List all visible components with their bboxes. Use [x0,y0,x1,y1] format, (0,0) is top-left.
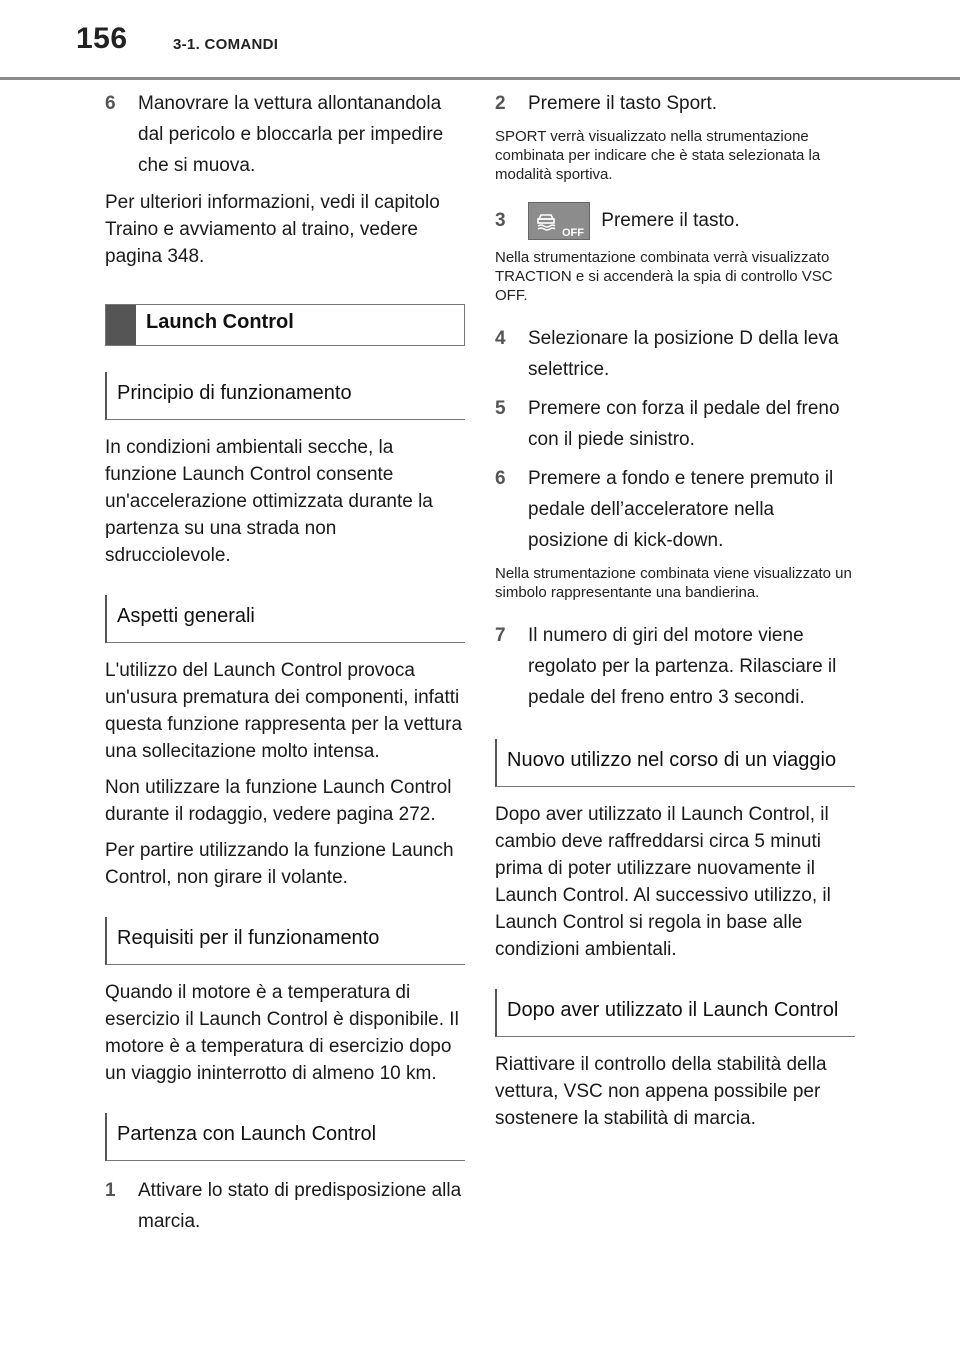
right-column [495,88,855,1141]
heading-text: Launch Control [146,311,294,333]
step-1 [105,1175,465,1237]
page-header [0,0,960,80]
step-text: Selezionare la posizione D della leva selettrice. [528,328,839,381]
subheading-nuovo: Nuovo utilizzo nel corso di un viaggio [495,739,855,787]
subheading-dopo: Dopo aver utilizzato il Launch Control [495,989,855,1037]
step-text: Premere il tasto Sport. [528,93,718,114]
step-3 [495,202,855,240]
step-text: Il numero di giri del motore viene regolato per la partenza. Rilasciare il pedale del freno entro 3 secondi. [528,625,837,709]
subheading-principio: Principio di funzionamento [105,372,465,420]
subheading-aspetti: Aspetti generali [105,595,465,643]
aspetti-paragraph-1: L'utilizzo del Launch Control provoca un'usura prematura dei componenti, infatti questa funzione rappresenta per la vettura una sollecitazione molto intensa. [105,660,463,762]
subheading-requisiti: Requisiti per il funzionamento [105,917,465,965]
step-7 [495,620,855,713]
subheading-partenza: Partenza con Launch Control [105,1113,465,1161]
dopo-paragraph: Riattivare il controllo della stabilità della vettura, VSC non appena possibile per sostenere la stabilità di marcia. [495,1054,827,1130]
step-number: 3 [495,210,506,231]
note-sport: SPORT verrà visualizzato nella strumentazione combinata per indicare che è stata selezionata la modalità sportiva. [495,128,821,183]
step-text: Attivare lo stato di predisposizione alla marcia. [138,1180,462,1232]
step-number: 6 [495,468,506,490]
principio-paragraph: In condizioni ambientali secche, la funzione Launch Control consente un'accelerazione ottimizzata durante la partenza su una strada non sdrucciolevole. [105,437,433,566]
vsc-off-button-icon [528,202,590,240]
step-number: 2 [495,93,506,114]
heading-bar [106,305,136,345]
step-6-right [495,463,855,556]
intro-paragraph: Per ulteriori informazioni, vedi il capitolo Traino e avviamento al traino, vedere pagina 348. [105,192,440,267]
off-label: OFF [562,227,584,239]
note-flag: Nella strumentazione combinata viene visualizzato un simbolo rappresentante una bandierina. [495,565,852,602]
skid-car-icon [535,210,557,232]
step-text: Manovrare la vettura allontanandola dal pericolo e bloccarla per impedire che si muova. [138,93,444,176]
step-number: 1 [105,1180,116,1201]
step-2 [495,88,855,119]
step-number: 7 [495,625,506,647]
aspetti-paragraph-2: Non utilizzare la funzione Launch Control durante il rodaggio, vedere pagina 272. [105,777,452,825]
step-4 [495,323,855,385]
step-number: 5 [495,398,506,420]
page-number: 156 [76,22,128,55]
step-number: 6 [105,93,116,114]
left-column [105,88,465,1245]
aspetti-paragraph-3: Per partire utilizzando la funzione Launch Control, non girare il volante. [105,840,454,888]
note-traction: Nella strumentazione combinata verrà visualizzato TRACTION e si accenderà la spia di controllo VSC OFF. [495,249,833,305]
step-text: Premere il tasto. [601,210,740,232]
step-text: Premere con forza il pedale del freno con il piede sinistro. [528,398,840,451]
step-6-left [105,88,465,181]
nuovo-paragraph: Dopo aver utilizzato il Launch Control, il cambio deve raffreddarsi circa 5 minuti prima di poter utilizzare nuovamente il Launch Control. Al successivo utilizzo, il Launch Control si regola in base alle condizioni ambientali. [495,804,831,961]
step-text: Premere a fondo e tenere premuto il pedale dell’acceleratore nella posizione di kick-down. [528,468,834,552]
step-number: 4 [495,328,506,350]
header-divider [0,77,960,80]
section-title: 3-1. COMANDI [173,36,279,53]
step-5 [495,393,855,455]
launch-control-heading [105,304,465,346]
requisiti-paragraph: Quando il motore è a temperatura di esercizio il Launch Control è disponibile. Il motore è a temperatura di esercizio dopo un viaggio ininterrotto di almeno 10 km. [105,982,459,1084]
